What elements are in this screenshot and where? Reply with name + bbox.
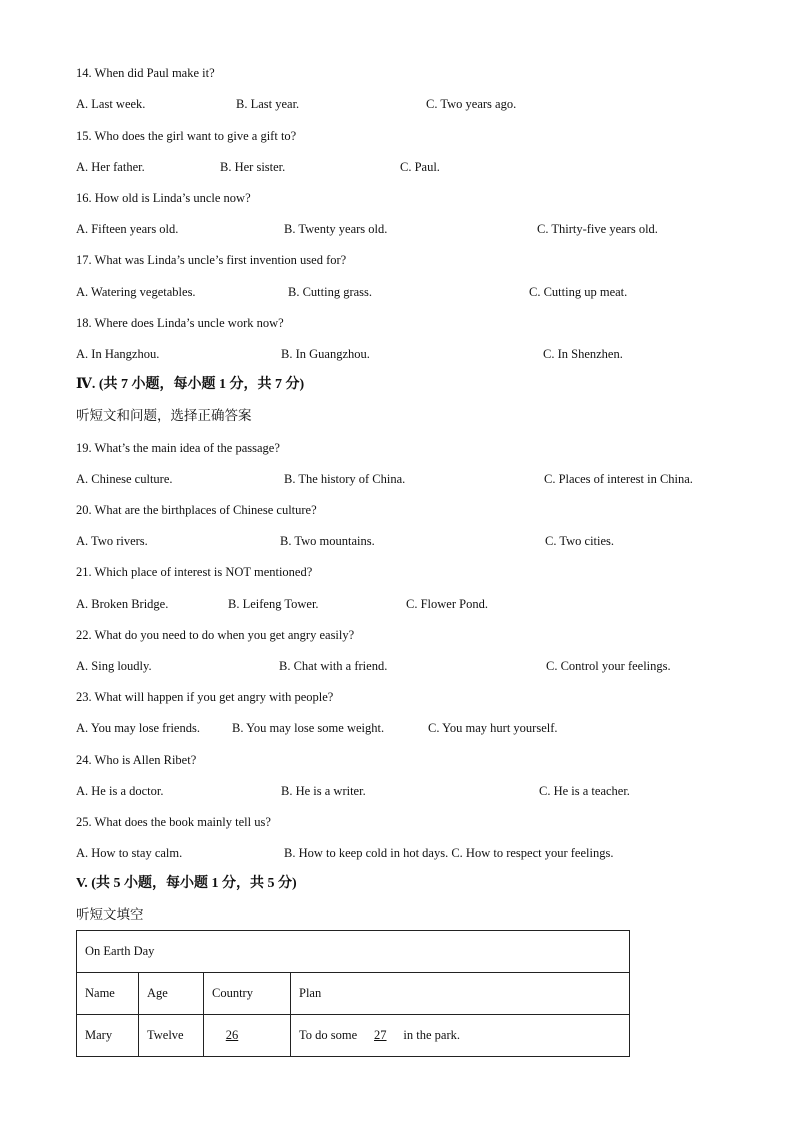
question-22: 22. What do you need to do when you get angry easily?	[76, 628, 355, 642]
question-19: 19. What’s the main idea of the passage?	[76, 441, 280, 455]
section-4-instruction: 听短文和问题，选择正确答案	[76, 408, 252, 423]
cell-name: Mary	[77, 1015, 139, 1057]
table-row	[77, 1015, 630, 1057]
option-20-b: B. Two mountains.	[280, 534, 375, 548]
fill-in-table	[76, 930, 630, 1057]
table-header-row	[77, 973, 630, 1015]
option-20-a: A. Two rivers.	[76, 534, 148, 548]
plan-prefix: To do some	[299, 1028, 361, 1042]
option-19-c: C. Places of interest in China.	[544, 472, 693, 486]
option-25-a: A. How to stay calm.	[76, 846, 183, 860]
cell-age: Twelve	[139, 1015, 204, 1057]
option-19-b: B. The history of China.	[284, 472, 406, 486]
option-19-a: A. Chinese culture.	[76, 472, 173, 486]
question-15: 15. Who does the girl want to give a gift to?	[76, 129, 297, 143]
header-name: Name	[77, 973, 139, 1015]
section-4-title: Ⅳ. (共 7 小题，每小题 1 分，共 7 分)	[76, 377, 305, 392]
option-15-a: A. Her father.	[76, 160, 145, 174]
option-16-b: B. Twenty years old.	[284, 222, 388, 236]
option-18-a: A. In Hangzhou.	[76, 347, 160, 361]
question-17: 17. What was Linda’s uncle’s first invention used for?	[76, 253, 347, 267]
option-18-b: B. In Guangzhou.	[281, 347, 370, 361]
option-22-b: B. Chat with a friend.	[279, 659, 388, 673]
option-14-c: C. Two years ago.	[426, 97, 517, 111]
section-5-title: V. (共 5 小题，每小题 1 分，共 5 分)	[76, 876, 297, 891]
option-14-a: A. Last week.	[76, 97, 146, 111]
option-15-c: C. Paul.	[400, 160, 440, 174]
question-23: 23. What will happen if you get angry with people?	[76, 690, 334, 704]
option-17-a: A. Watering vegetables.	[76, 285, 196, 299]
table-heading: On Earth Day	[77, 931, 630, 973]
cell-country	[204, 1015, 291, 1057]
option-20-c: C. Two cities.	[545, 534, 615, 548]
question-18: 18. Where does Linda’s uncle work now?	[76, 316, 284, 330]
option-25-bc: B. How to keep cold in hot days. C. How to respect your feelings.	[284, 846, 614, 860]
cell-plan	[291, 1015, 630, 1057]
option-18-c: C. In Shenzhen.	[543, 347, 623, 361]
option-23-a: A. You may lose friends.	[76, 721, 200, 735]
header-plan: Plan	[291, 973, 630, 1015]
blank-27[interactable]: 27	[374, 1028, 387, 1042]
section-5-instruction: 听短文填空	[76, 907, 144, 922]
option-24-c: C. He is a teacher.	[539, 784, 630, 798]
option-16-c: C. Thirty-five years old.	[537, 222, 658, 236]
option-22-a: A. Sing loudly.	[76, 659, 152, 673]
option-22-c: C. Control your feelings.	[546, 659, 671, 673]
option-21-b: B. Leifeng Tower.	[228, 597, 319, 611]
option-21-c: C. Flower Pond.	[406, 597, 488, 611]
option-24-b: B. He is a writer.	[281, 784, 366, 798]
question-16: 16. How old is Linda’s uncle now?	[76, 191, 251, 205]
option-17-b: B. Cutting grass.	[288, 285, 373, 299]
option-23-b: B. You may lose some weight.	[232, 721, 385, 735]
option-14-b: B. Last year.	[236, 97, 300, 111]
question-21: 21. Which place of interest is NOT mentioned?	[76, 565, 313, 579]
option-21-a: A. Broken Bridge.	[76, 597, 169, 611]
option-23-c: C. You may hurt yourself.	[428, 721, 558, 735]
question-14: 14. When did Paul make it?	[76, 66, 215, 80]
question-25: 25. What does the book mainly tell us?	[76, 815, 271, 829]
header-country: Country	[204, 973, 291, 1015]
option-15-b: B. Her sister.	[220, 160, 286, 174]
option-24-a: A. He is a doctor.	[76, 784, 164, 798]
question-20: 20. What are the birthplaces of Chinese culture?	[76, 503, 317, 517]
option-16-a: A. Fifteen years old.	[76, 222, 179, 236]
plan-suffix: in the park.	[403, 1028, 460, 1042]
option-17-c: C. Cutting up meat.	[529, 285, 628, 299]
blank-26[interactable]: 26	[225, 1028, 239, 1042]
question-24: 24. Who is Allen Ribet?	[76, 753, 197, 767]
header-age: Age	[139, 973, 204, 1015]
